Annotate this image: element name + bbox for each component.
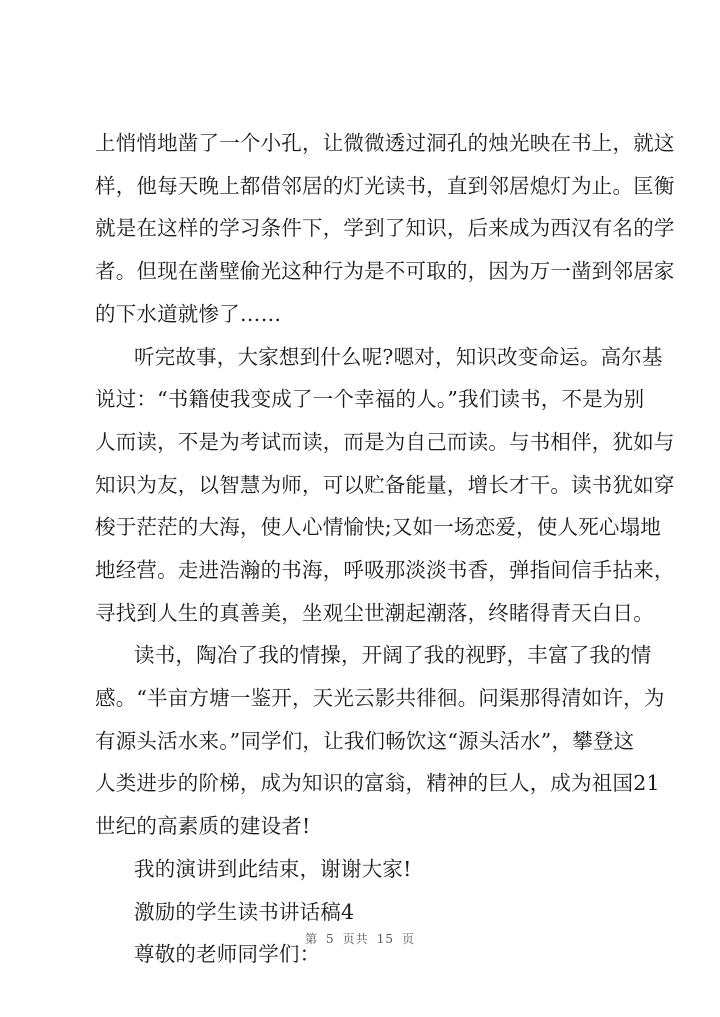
page-footer [0,930,720,947]
salutation: 尊敬的老师同学们： [134,942,321,966]
text-line: 地经营。走进浩瀚的书海，呼吸那淡淡书香，弹指间信手拈来， [95,558,675,582]
text-line: 梭于茫茫的大海，使人心情愉快;又如一场恋爱，使人死心塌地 [95,515,662,539]
closing-line: 我的演讲到此结束，谢谢大家! [134,857,412,881]
footer-page-number: 5 [326,932,335,946]
footer-suffix: 页 [401,932,415,946]
text-line: 世纪的高素质的建设者! [95,814,311,838]
paragraph-start-line: 读书，陶冶了我的情操，开阔了我的视野，丰富了我的情 [134,643,652,667]
footer-middle: 页共 [342,932,369,946]
text-line: 样，他每天晚上都借邻居的灯光读书，直到邻居熄灯为止。匡衡 [95,174,675,198]
footer-prefix: 第 [305,932,319,946]
text-line: 说过：“书籍使我变成了一个幸福的人。”我们读书，不是为别 [95,387,645,411]
text-line: 感。“半亩方塘一鉴开，天光云影共徘徊。问渠那得清如许，为 [95,686,665,710]
paragraph-start-line: 听完故事，大家想到什么呢?嗯对，知识改变命运。高尔基 [134,345,663,369]
footer-total-pages: 15 [376,932,394,946]
text-line: 就是在这样的学习条件下，学到了知识，后来成为西汉有名的学 [95,216,675,240]
text-line: 者。但现在凿壁偷光这种行为是不可取的，因为万一凿到邻居家 [95,259,675,283]
text-line: 寻找到人生的真善美，坐观尘世潮起潮落，终睹得青天白日。 [95,601,654,625]
text-line: 知识为友，以智慧为师，可以贮备能量，增长才干。读书犹如穿 [95,473,675,497]
section-title: 激励的学生读书讲话稿4 [134,900,355,924]
text-line: 有源头活水来。”同学们，让我们畅饮这“源头活水”，攀登这 [95,729,635,753]
text-line: 的下水道就惨了…… [95,302,282,326]
text-line: 人而读，不是为考试而读，而是为自己而读。与书相伴，犹如与 [95,430,675,454]
text-line: 人类进步的阶梯，成为知识的富翁，精神的巨人，成为祖国21 [95,771,660,795]
text-line: 上悄悄地凿了一个小孔，让微微透过洞孔的烛光映在书上，就这 [95,131,675,155]
